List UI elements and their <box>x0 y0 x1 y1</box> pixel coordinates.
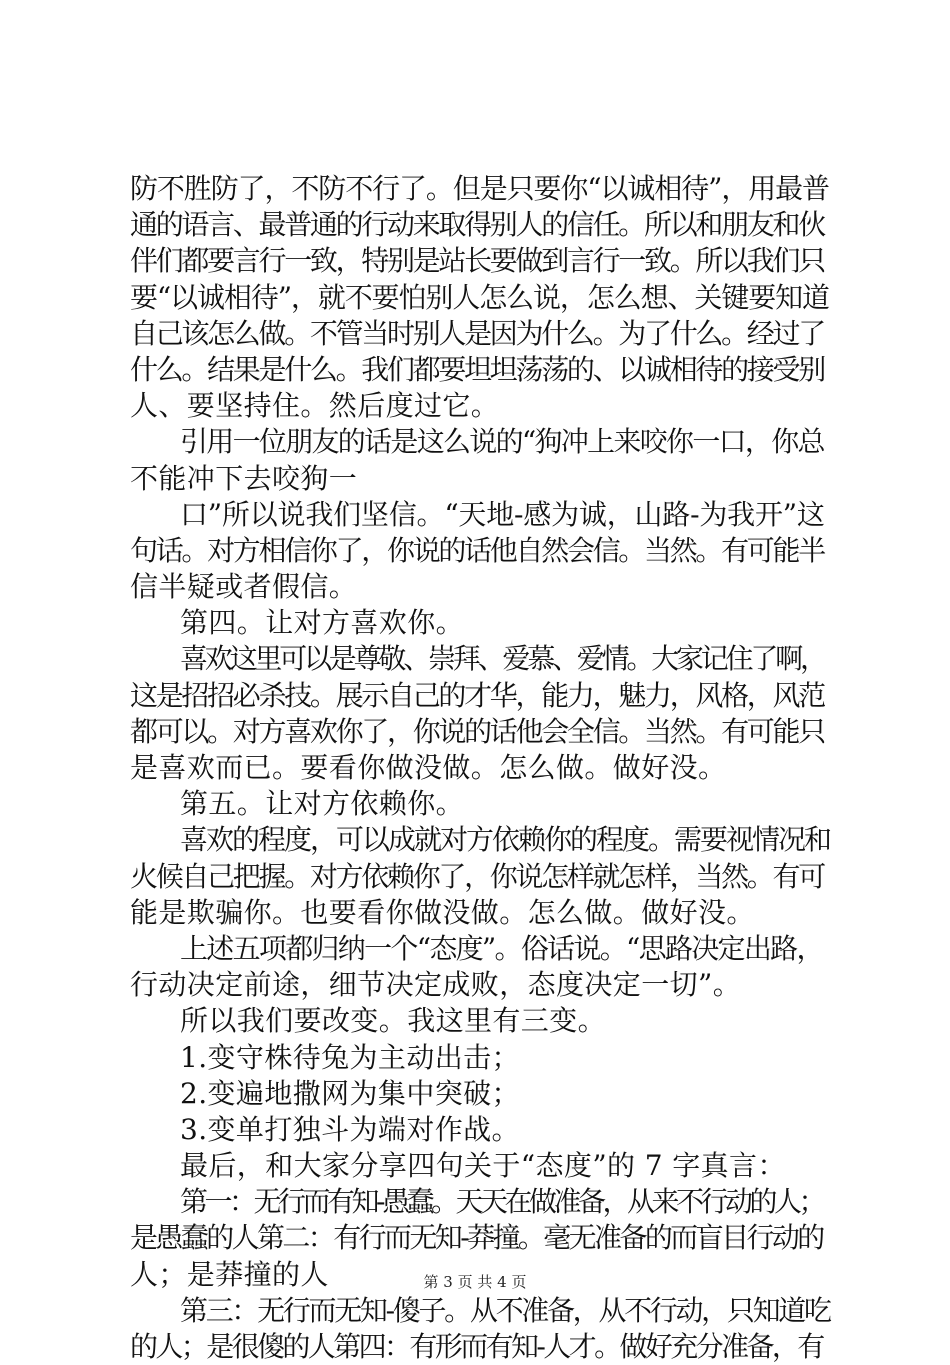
text-line: 3.变单打独斗为端对作战。 <box>180 1112 520 1146</box>
text-line: 第一：无行而有知-愚蠢。天天在做准备，从来不行动的人； <box>180 1185 823 1219</box>
text-line: 通的语言、最普通的行动来取得别人的信任。所以和朋友和伙 <box>130 208 824 242</box>
text-line: 人；是莽撞的人 <box>130 1257 329 1291</box>
document-body <box>130 171 830 1365</box>
text-line: 上述五项都归纳一个“态度”。俗话说。“思路决定出路， <box>180 931 823 965</box>
text-line: 第五。让对方依赖你。 <box>180 787 465 821</box>
text-line: 防不胜防了，不防不行了。但是只要你“以诚相待”，用最普 <box>130 172 829 205</box>
text-line: 信半疑或者假信。 <box>130 570 358 604</box>
text-line: 人、要坚持住。然后度过它。 <box>130 389 500 423</box>
text-line: 句话。对方相信你了，你说的话他自然会信。当然。有可能半 <box>130 533 824 567</box>
text-line: 不能冲下去咬狗一 <box>130 461 358 495</box>
text-line: 喜欢的程度，可以成就对方依赖你的程度。需要视情况和 <box>180 823 831 857</box>
text-line: 最后，和大家分享四句关于“态度”的 7 字真言： <box>180 1149 786 1183</box>
text-line: 伴们都要言行一致，特别是站长要做到言行一致。所以我们只 <box>130 244 824 278</box>
text-line: 什么。结果是什么。我们都要坦坦荡荡的、以诚相待的接受别 <box>130 352 824 386</box>
text-line: 口”所以说我们坚信。“天地-感为诚，山路-为我开”这 <box>180 497 825 531</box>
text-line: 的人；是很傻的人第四：有形而有知-人才。做好充分准备，有 <box>130 1330 823 1363</box>
text-line: 第三：无行而无知-傻子。从不准备，从不行动，只知道吃 <box>180 1293 830 1327</box>
text-line: 这是招招必杀技。展示自己的才华，能力，魅力，风格，风范 <box>130 678 824 712</box>
text-line: 引用一位朋友的话是这么说的“狗冲上来咬你一口，你总 <box>180 425 824 459</box>
page-footer: 第 3 页 共 4 页 <box>423 1273 527 1291</box>
text-line: 火候自己把握。对方依赖你了，你说怎样就怎样，当然。有可 <box>130 859 824 893</box>
text-line: 能是欺骗你。也要看你做没做。怎么做。做好没。 <box>130 895 755 929</box>
text-line: 行动决定前途，细节决定成败，态度决定一切”。 <box>130 968 742 1002</box>
text-line: 要“以诚相待”，就不要怕别人怎么说，怎么想、关键要知道 <box>130 280 829 314</box>
text-line: 自己该怎么做。不管当时别人是因为什么。为了什么。经过了 <box>130 316 824 350</box>
text-line: 2.变遍地撒网为集中突破； <box>180 1076 520 1110</box>
text-line: 都可以。对方喜欢你了，你说的话他会全信。当然。有可能只 <box>130 714 824 748</box>
text-line: 是愚蠢的人第二：有行而无知-莽撞。毫无准备的而盲目行动的 <box>130 1221 823 1255</box>
text-line: 1.变守株待兔为主动出击； <box>180 1040 520 1074</box>
text-line: 喜欢这里可以是尊敬、崇拜、爱慕、爱情。大家记住了啊， <box>180 642 825 676</box>
text-line: 第四。让对方喜欢你。 <box>180 606 465 640</box>
text-line: 是喜欢而已。要看你做没做。怎么做。做好没。 <box>130 751 727 784</box>
text-line: 所以我们要改变。我这里有三变。 <box>180 1004 607 1038</box>
